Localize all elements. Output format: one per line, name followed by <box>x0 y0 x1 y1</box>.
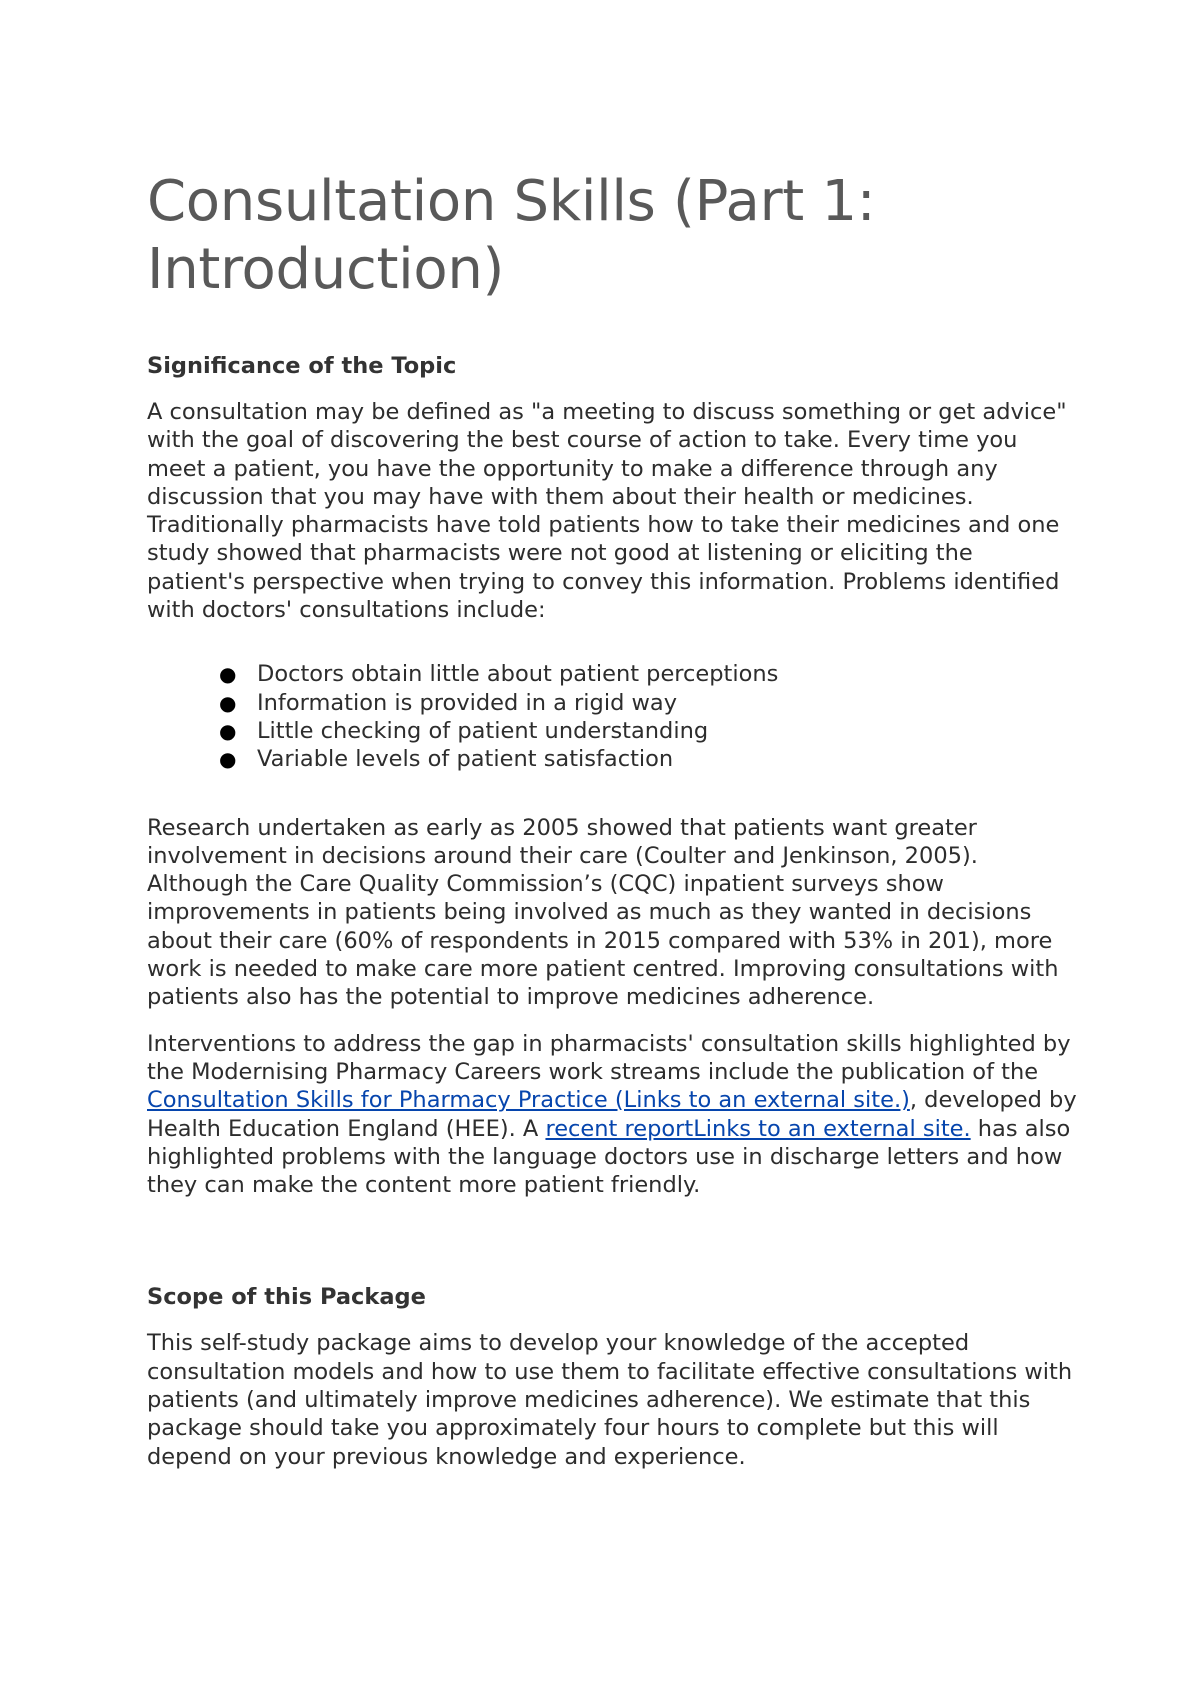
paragraph-consultation-definition: A consultation may be defined as "a meeting to discuss something or get advice" with the goal of discovering the best course of action to take. Every time you meet a patient, you have the opportunity to make a difference through any discussion that you may have with them about their health or medicines. Traditionally pharmacists have told patients how to take their medicines and one study showed that pharmacists were not good at listening or eliciting the patient's perspective when trying to convey this information. Problems identified with doctors' consultations include: <box>147 399 1067 624</box>
list-item <box>219 660 1077 688</box>
recent-report-link[interactable]: recent reportLinks to an external site. <box>545 1115 971 1142</box>
problems-list <box>147 660 1077 773</box>
section-heading-scope: Scope of this Package <box>147 1284 426 1311</box>
consultation-skills-link[interactable]: Consultation Skills for Pharmacy Practice (Links to an external site.) <box>147 1087 910 1114</box>
paragraph-scope: This self-study package aims to develop your knowledge of the accepted consultation models and how to use them to facilitate effective consultations with patients (and ultimately improve medicines adherence). We estimate that this package should take you approximately four hours to complete but this will depend on your previous knowledge and experience. <box>147 1330 1073 1470</box>
list-item-text: Little checking of patient understanding <box>257 717 709 744</box>
document-page <box>147 168 1077 1489</box>
paragraph-text: has also highlighted problems with the language doctors use in discharge letters and how they can make the content more patient friendly. <box>147 1115 1071 1199</box>
list-item <box>219 717 1077 745</box>
document-title: Consultation Skills (Part 1: Introduction) <box>147 169 876 302</box>
section-heading-significance: Significance of the Topic <box>147 353 457 379</box>
bullet-icon: ● <box>219 747 237 772</box>
section-spacer <box>147 1217 1077 1283</box>
list-item <box>219 689 1077 717</box>
bullet-icon: ● <box>219 718 237 743</box>
list-item-text: Doctors obtain little about patient perceptions <box>257 661 779 688</box>
paragraph-interventions <box>147 1030 1077 1200</box>
list-item-text: Variable levels of patient satisfaction <box>257 746 674 773</box>
paragraph-text: , developed by Health Education England (HEE). A <box>147 1087 1077 1142</box>
bullet-icon: ● <box>219 662 237 687</box>
paragraph-research: Research undertaken as early as 2005 showed that patients want greater involvement in decisions around their care (Coulter and Jenkinson, 2005). Although the Care Quality Commission’s (CQC) inpatient surveys show improvements in patients being involved as much as they wanted in decisions about their care (60% of respondents in 2015 compared with 53% in 201), more work is needed to make care more patient centred. Improving consultations with patients also has the potential to improve medicines adherence. <box>147 814 1059 1011</box>
list-item <box>219 745 1077 773</box>
list-item-text: Information is provided in a rigid way <box>257 689 678 716</box>
bullet-icon: ● <box>219 690 237 715</box>
paragraph-text: Interventions to address the gap in pharmacists' consultation skills highlighted by the Modernising Pharmacy Careers work streams include the publication of the <box>147 1030 1071 1085</box>
